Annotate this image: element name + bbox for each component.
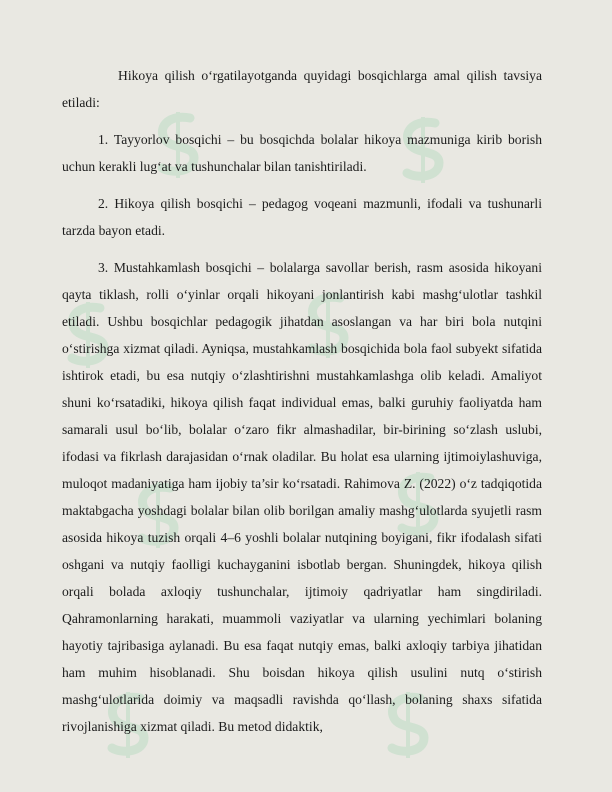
paragraph-step-3: 3. Mustahkamlash bosqichi – bolalarga savollar berish, rasm asosida hikoyani qayta tiklash, rolli o‘yinlar orqali hikoyani jonlantirish kabi mashg‘ulotlar tashkil etiladi. Ushbu bosqichlar pedagogik jihatdan asoslangan va har biri bola nutqini o‘stirishga xizmat qiladi. Ayniqsa, mustahkamlash bosqichida bola faol subyekt sifatida ishtirok etadi, bu esa nutqiy o‘zlashtirishni mustahkamlashga olib keladi. Amaliyot shuni ko‘rsatadiki, hikoya qilish faqat individual emas, balki guruhiy faoliyatda ham samarali usul bo‘lib, bolalar o‘zaro fikr almashadilar, bir-birining so‘zlash uslubi, ifodasi va fikrlash darajasidan o‘rnak oladilar. Bu holat esa ularning ijtimoiylashuviga, muloqot madaniyatiga ham ijobiy ta’sir ko‘rsatadi. Rahimova Z. (2022) o‘z tadqiqotida maktabgacha yoshdagi bolalar bilan olib borilgan amaliy mashg‘ulotlarda syujetli rasm asosida hikoya tuzish orqali 4–6 yoshli bolalar nutqining boyigani, fikr ifodalash sifati oshgani va nutqiy faolligi kuchayganini isbotlab bergan. Shuningdek, hikoya qilish orqali bolada axloqiy tushunchalar, ijtimoiy qadriyatlar ham singdiriladi. Qahramonlarning harakati, muammoli vaziyatlar va ularning yechimlari bolaning hayotiy tajribasiga aylanadi. Bu esa faqat nutqiy emas, balki axloqiy tarbiya jihatidan ham muhim hisoblanadi. Shu boisdan hikoya qilish usulini nutq o‘stirish mashg‘ulotlarida doimiy va maqsadli ravishda qo‘llash, bolaning shaxs sifatida rivojlanishiga xizmat qiladi. Bu metod didaktik, — [62, 260, 542, 734]
paragraph-step-2: 2. Hikoya qilish bosqichi – pedagog voqeani mazmunli, ifodali va tushunarli tarzda bayon etadi. — [62, 196, 542, 238]
paragraph-step-1: 1. Tayyorlov bosqichi – bu bosqichda bolalar hikoya mazmuniga kirib borish uchun kerakli lug‘at va tushunchalar bilan tanishtiriladi. — [62, 132, 542, 174]
paragraph-intro: Hikoya qilish o‘rgatilayotganda quyidagi bosqichlarga amal qilish tavsiya etiladi: — [62, 68, 542, 110]
document-body — [62, 62, 542, 740]
